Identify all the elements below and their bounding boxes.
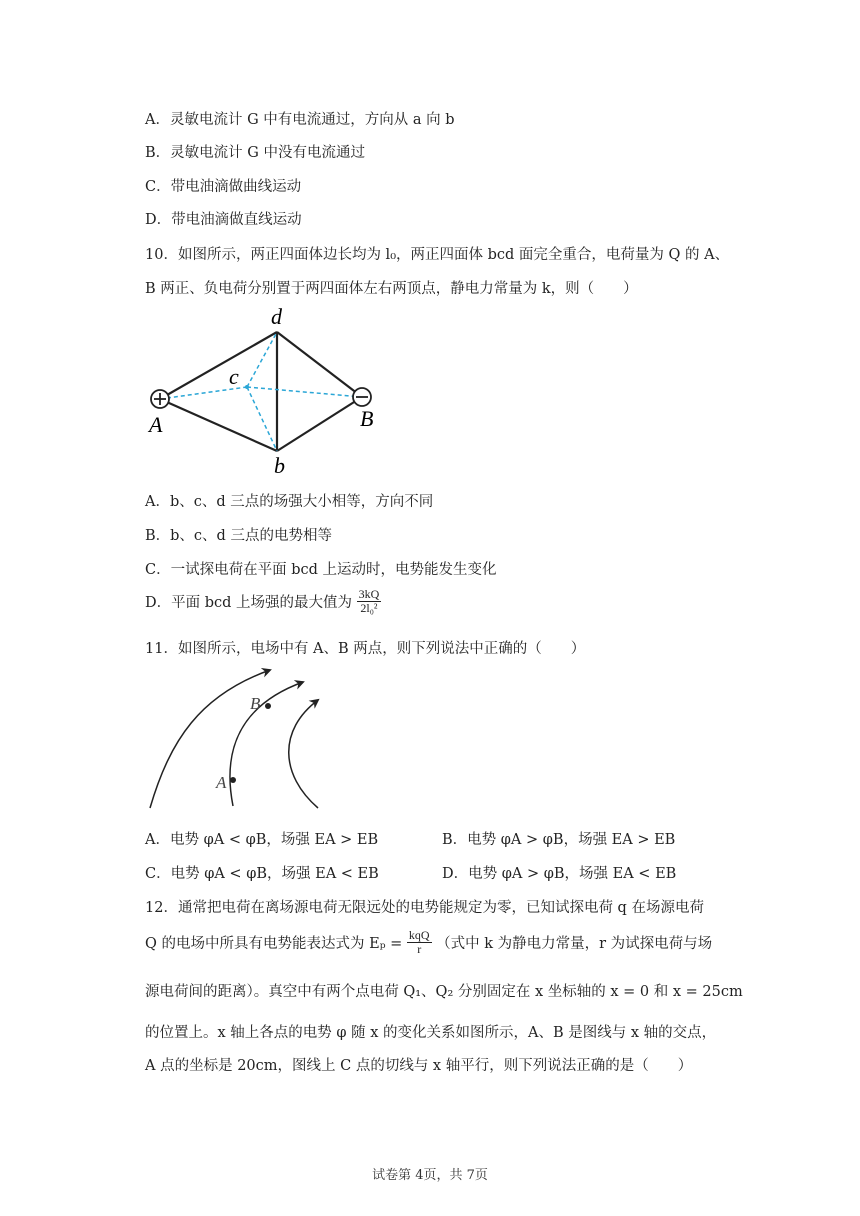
q10-stem-line1: 10．如图所示，两正四面体边长均为 l₀，两正四面体 bcd 面完全重合，电荷量为 Q 的 A、 (145, 247, 730, 263)
q10-option-a: A．b、c、d 三点的场强大小相等，方向不同 (145, 494, 434, 510)
q9-option-b: B．灵敏电流计 G 中没有电流通过 (145, 145, 365, 161)
point-c (245, 385, 249, 389)
q12-line2-a: Q 的电场中所具有电势能表达式为 Eₚ = (145, 936, 403, 952)
q10-option-d (145, 588, 381, 615)
q11-stem: 11．如图所示，电场中有 A、B 两点，则下列说法中正确的（ ） (145, 641, 586, 657)
q10-option-c: C．一试探电荷在平面 bcd 上运动时，电势能发生变化 (145, 562, 497, 578)
label-A: A (149, 412, 163, 437)
label-c: c (229, 364, 239, 389)
q12-line4: 的位置上。x 轴上各点的电势 φ 随 x 的变化关系如图所示，A、B 是图线与 x 轴的交点， (145, 1025, 717, 1041)
q11-option-d: D．电势 φA > φB，场强 EA < EB (442, 866, 677, 882)
q11-option-b: B．电势 φA > φB，场强 EA > EB (442, 832, 676, 848)
page-footer: 试卷第 4页，共 7页 (372, 1168, 488, 1183)
edge-cb-dashed (247, 387, 277, 451)
q10-tetrahedron-figure (140, 300, 400, 480)
point-A (230, 777, 236, 783)
q12-energy-fraction: $\frac{\text{kqQ}}{r}$ (408, 928, 430, 956)
q11-field-lines-figure (140, 660, 340, 820)
label-B: B (250, 694, 261, 713)
q12-line2 (145, 929, 712, 956)
field-line-1 (150, 670, 270, 808)
edge-ab (160, 399, 277, 451)
edge-cB-dashed (247, 387, 362, 397)
label-b: b (274, 453, 285, 478)
q10-stem-line2: B 两正、负电荷分别置于两四面体左右两顶点，静电力常量为 k，则（ ） (145, 281, 638, 297)
q12-line5: A 点的坐标是 20cm，图线上 C 点的切线与 x 轴平行，则下列说法正确的是（ ） (145, 1058, 693, 1074)
edge-bB (277, 397, 362, 451)
q10-option-b: B．b、c、d 三点的电势相等 (145, 528, 332, 544)
q10-option-d-fraction: $\frac{3kQ}{\text{2l₀²}}$ (358, 587, 380, 615)
field-line-3 (289, 700, 318, 808)
edge-dB (277, 332, 362, 397)
q10-option-d-text: D．平面 bcd 上场强的最大值为 (145, 595, 353, 611)
q11-option-c: C．电势 φA < φB，场强 EA < EB (145, 866, 379, 882)
q9-option-a: A．灵敏电流计 G 中有电流通过，方向从 a 向 b (145, 112, 455, 128)
label-d: d (271, 304, 282, 329)
q12-line1: 12．通常把电荷在离场源电荷无限远处的电势能规定为零，已知试探电荷 q 在场源电荷 (145, 900, 704, 916)
point-B (265, 703, 271, 709)
label-B: B (360, 406, 374, 431)
q9-option-d: D．带电油滴做直线运动 (145, 212, 302, 228)
q12-line2-b: （式中 k 为静电力常量，r 为试探电荷与场 (436, 936, 713, 952)
label-A: A (216, 773, 227, 792)
field-line-2 (230, 682, 303, 806)
q11-option-a: A．电势 φA < φB，场强 EA > EB (145, 832, 379, 848)
q12-line3: 源电荷间的距离）。真空中有两个点电荷 Q₁、Q₂ 分别固定在 x 坐标轴的 x = 0 和 x = 25cm (145, 984, 743, 1000)
q9-option-c: C．带电油滴做曲线运动 (145, 179, 302, 195)
